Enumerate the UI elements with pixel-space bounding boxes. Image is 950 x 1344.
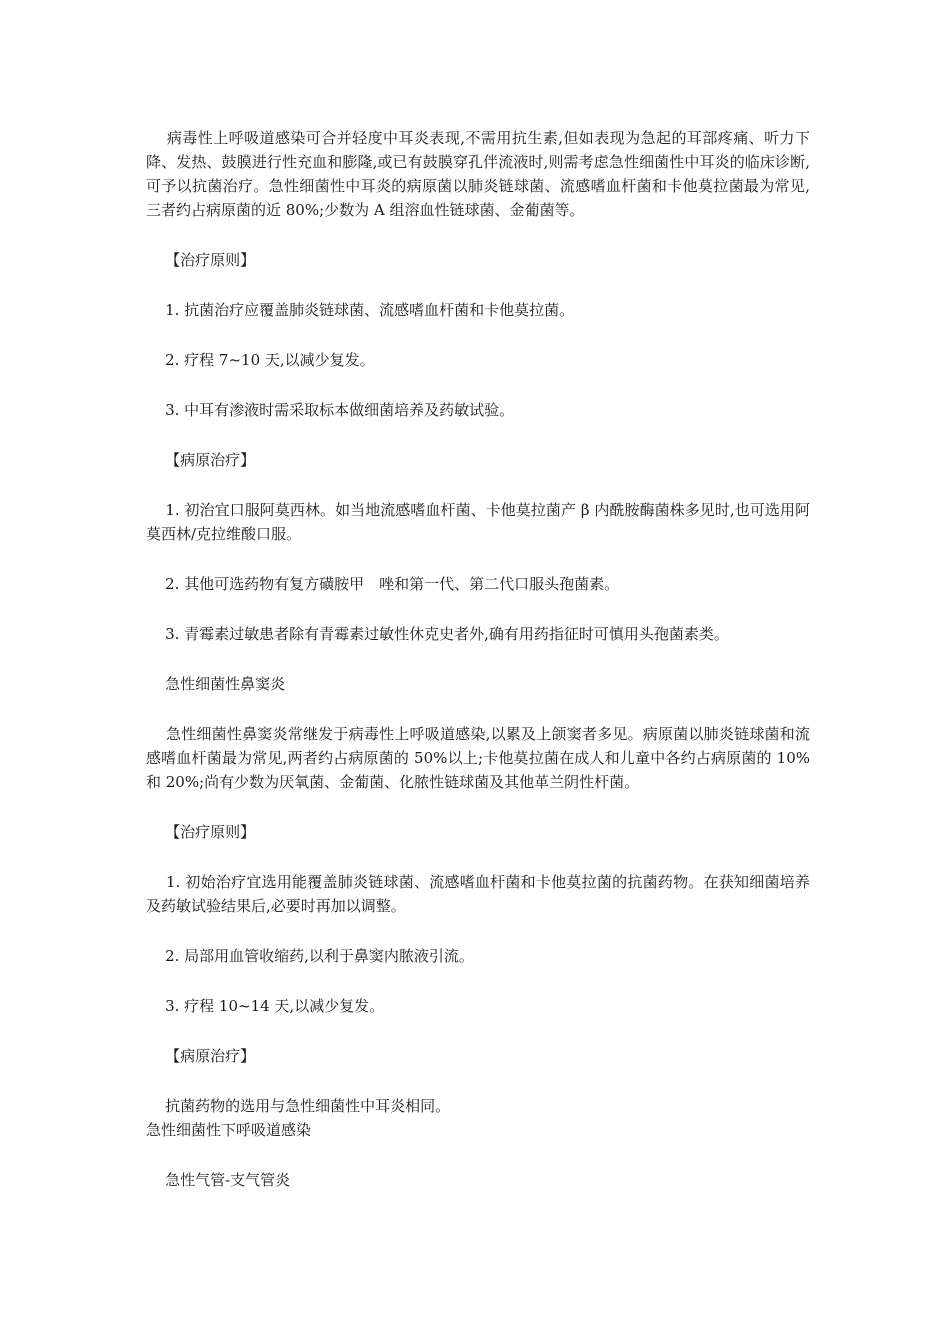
document-page <box>146 126 810 1192</box>
section-title-sinusitis: 急性细菌性鼻窦炎 <box>146 675 286 693</box>
list-item: 2. 其他可选药物有复方磺胺甲 唑和第一代、第二代口服头孢菌素。 <box>146 575 620 593</box>
list-item: 2. 局部用血管收缩药,以利于鼻窦内脓液引流。 <box>146 947 474 965</box>
section-title-bronchitis: 急性气管-支气管炎 <box>146 1171 291 1189</box>
heading-treatment-principles: 【治疗原则】 <box>146 823 256 841</box>
list-item: 1. 初始治疗宜选用能覆盖肺炎链球菌、流感嗜血杆菌和卡他莫拉菌的抗菌药物。在获知细菌培养及药敏试验结果后,必要时再加以调整。 <box>146 873 810 915</box>
heading-pathogen-treatment: 【病原治疗】 <box>146 1047 256 1065</box>
paragraph-antibiotic-choice: 抗菌药物的选用与急性细菌性中耳炎相同。 <box>146 1097 451 1115</box>
paragraph-otitis-intro: 病毒性上呼吸道感染可合并轻度中耳炎表现,不需用抗生素,但如表现为急起的耳部疼痛、听力下降、发热、鼓膜进行性充血和膨隆,或已有鼓膜穿孔伴流液时,则需考虑急性细菌性中耳炎的临床诊断,可予以抗菌治疗。急性细菌性中耳炎的病原菌以肺炎链球菌、流感嗜血杆菌和卡他莫拉菌最为常见,三者约占病原菌的近 80%;少数为 A 组溶血性链球菌、金葡菌等。 <box>146 129 811 219</box>
list-item: 1. 抗菌治疗应覆盖肺炎链球菌、流感嗜血杆菌和卡他莫拉菌。 <box>146 301 575 319</box>
paragraph-sinusitis-intro: 急性细菌性鼻窦炎常继发于病毒性上呼吸道感染,以累及上颌窦者多见。病原菌以肺炎链球菌和流感嗜血杆菌最为常见,两者约占病原菌的 50%以上;卡他莫拉菌在成人和儿童中各约占病原菌的 10%和 20%;尚有少数为厌氧菌、金葡菌、化脓性链球菌及其他革兰阴性杆菌。 <box>146 725 811 791</box>
list-item: 1. 初治宜口服阿莫西林。如当地流感嗜血杆菌、卡他莫拉菌产 β 内酰胺酶菌株多见时,也可选用阿莫西林/克拉维酸口服。 <box>146 501 811 543</box>
heading-treatment-principles: 【治疗原则】 <box>146 251 256 269</box>
list-item: 3. 疗程 10~14 天,以减少复发。 <box>146 997 385 1015</box>
heading-pathogen-treatment: 【病原治疗】 <box>146 451 256 469</box>
section-title-lower-respiratory: 急性细菌性下呼吸道感染 <box>146 1121 312 1139</box>
list-item: 3. 中耳有渗液时需采取标本做细菌培养及药敏试验。 <box>146 401 515 419</box>
list-item: 2. 疗程 7~10 天,以减少复发。 <box>146 351 375 369</box>
list-item: 3. 青霉素过敏患者除有青霉素过敏性休克史者外,确有用药指征时可慎用头孢菌素类。 <box>146 625 729 643</box>
